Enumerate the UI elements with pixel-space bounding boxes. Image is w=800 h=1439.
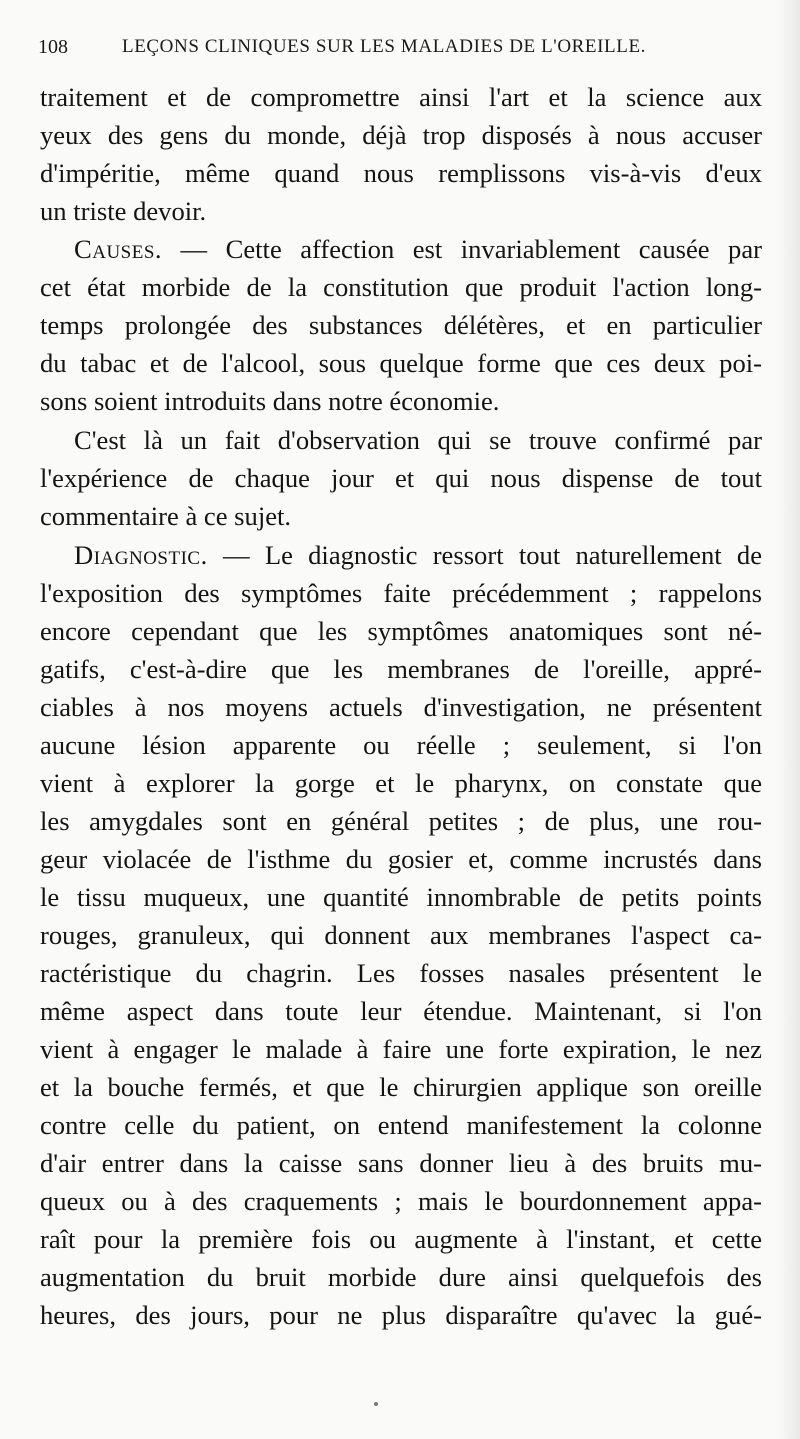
text-line: contre celle du patient, on entend manifestement la colonne xyxy=(40,1110,762,1140)
running-head-title: LEÇONS CLINIQUES SUR LES MALADIES DE L'OREILLE. xyxy=(122,36,647,57)
text-line: un triste devoir. xyxy=(40,196,207,226)
section-heading-diagnostic: Diagnostic. xyxy=(74,540,208,570)
text-line: C'est là un fait d'observation qui se trouve confirmé par xyxy=(74,425,762,455)
text-line: les amygdales sont en général petites ; de plus, une rou- xyxy=(40,806,762,836)
text-line: temps prolongée des substances délétères, et en particulier xyxy=(40,310,762,340)
text-line: ciables à nos moyens actuels d'investigation, ne présentent xyxy=(40,692,762,722)
text-line: gatifs, c'est-à-dire que les membranes de l'oreille, appré- xyxy=(40,654,762,684)
text-line: aucune lésion apparente ou réelle ; seulement, si l'on xyxy=(40,730,762,760)
section-heading-causes: Causes. xyxy=(74,234,163,264)
text-line: augmentation du bruit morbide dure ainsi quelquefois des xyxy=(40,1262,762,1292)
text-line: traitement et de compromettre ainsi l'art et la science aux xyxy=(40,82,762,112)
text-line: l'expérience de chaque jour et qui nous dispense de tout xyxy=(40,463,762,493)
text-line: le tissu muqueux, une quantité innombrable de petits points xyxy=(40,882,762,912)
text-line: raît pour la première fois ou augmente à l'instant, et cette xyxy=(40,1224,762,1254)
text-line: l'exposition des symptômes faite précédemment ; rappelons xyxy=(40,578,762,608)
text-line: heures, des jours, pour ne plus disparaître qu'avec la gué- xyxy=(40,1300,762,1330)
text-line: commentaire à ce sujet. xyxy=(40,501,292,531)
text-line: du tabac et de l'alcool, sous quelque forme que ces deux poi- xyxy=(40,348,762,378)
text-line: d'impéritie, même quand nous remplissons vis-à-vis d'eux xyxy=(40,158,762,188)
text-line: vient à engager le malade à faire une forte expiration, le nez xyxy=(40,1034,762,1064)
text-line: même aspect dans toute leur étendue. Maintenant, si l'on xyxy=(40,996,762,1026)
section-heading-line: Causes. — Cette affection est invariablement causée par xyxy=(74,234,762,264)
text-line: queux ou à des craquements ; mais le bourdonnement appa- xyxy=(40,1186,762,1216)
running-head xyxy=(38,36,758,66)
text-line: geur violacée de l'isthme du gosier et, comme incrustés dans xyxy=(40,844,762,874)
print-speck xyxy=(374,1402,378,1406)
text-line: yeux des gens du monde, déjà trop disposés à nous accuser xyxy=(40,120,762,150)
section-heading-line: Diagnostic. — Le diagnostic ressort tout naturellement de xyxy=(74,540,762,570)
text-line: cet état morbide de la constitution que produit l'action long- xyxy=(40,272,762,302)
text-line: ractéristique du chagrin. Les fosses nasales présentent le xyxy=(40,958,762,988)
text-line: vient à explorer la gorge et le pharynx, on constate que xyxy=(40,768,762,798)
text-line: rouges, granuleux, qui donnent aux membranes l'aspect ca- xyxy=(40,920,762,950)
page-number: 108 xyxy=(38,36,68,58)
text-line: et la bouche fermés, et que le chirurgien applique son oreille xyxy=(40,1072,762,1102)
text-line: encore cependant que les symptômes anatomiques sont né- xyxy=(40,616,762,646)
text-line: d'air entrer dans la caisse sans donner lieu à des bruits mu- xyxy=(40,1148,762,1178)
text-line: sons soient introduits dans notre économie. xyxy=(40,386,500,416)
